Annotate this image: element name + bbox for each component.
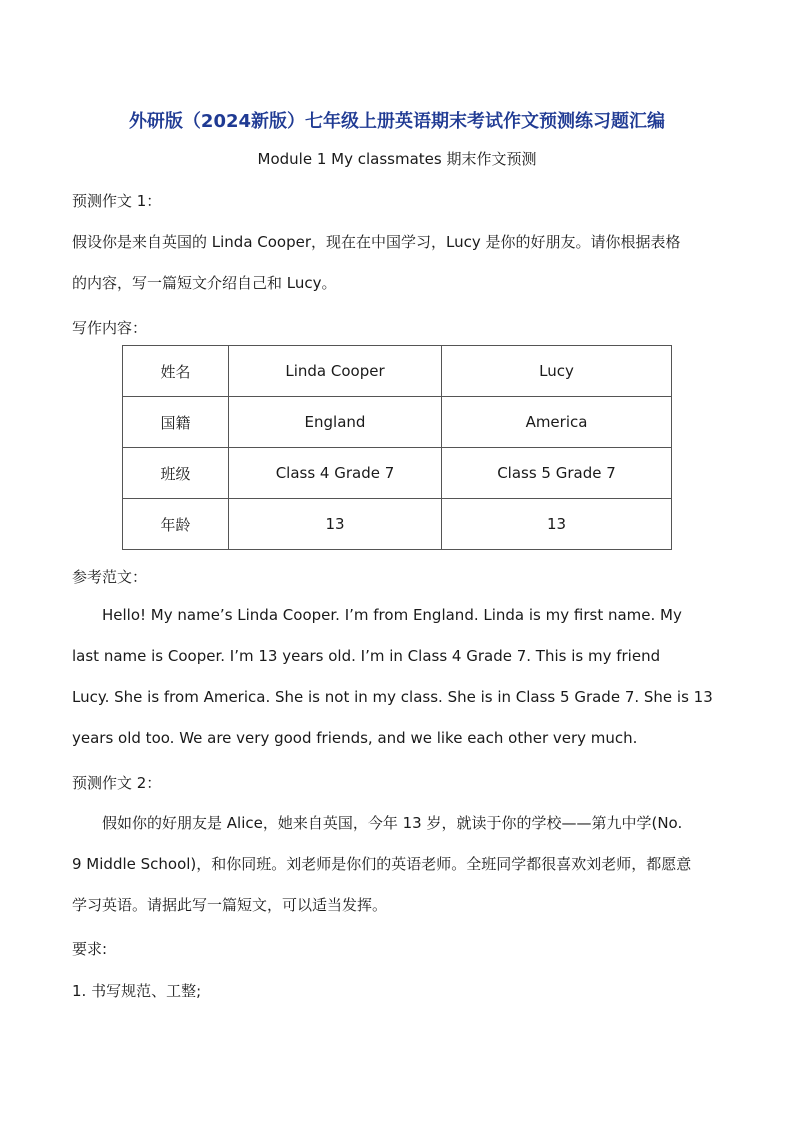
prompt-line: 假设你是来自英国的 Linda Cooper，现在在中国学习，Lucy 是你的好朋友。请你根据表格 bbox=[72, 233, 681, 251]
requirement-item: 1. 书写规范、工整; bbox=[72, 982, 202, 1000]
document-title: 外研版（2024新版）七年级上册英语期末考试作文预测练习题汇编 bbox=[128, 111, 666, 132]
table-row bbox=[123, 448, 672, 499]
section2-heading: 预测作文 2： bbox=[72, 774, 162, 792]
table-cell: Class 5 Grade 7 bbox=[442, 448, 672, 499]
sample-essay bbox=[72, 595, 724, 759]
essay-line: last name is Cooper. I’m 13 years old. I’m in Class 4 Grade 7. This is my friend bbox=[72, 647, 661, 665]
prompt-line: 的内容，写一篇短文介绍自己和 Lucy。 bbox=[72, 274, 337, 292]
essay-line: Hello! My name’s Linda Cooper. I’m from England. Linda is my first name. My bbox=[102, 606, 682, 624]
table-cell: Class 4 Grade 7 bbox=[229, 448, 442, 499]
prompt-line: 假如你的好朋友是 Alice，她来自英国，今年 13 岁，就读于你的学校——第九中学(No. bbox=[102, 814, 683, 832]
section1-heading: 预测作文 1： bbox=[72, 192, 162, 210]
table-cell: 班级 bbox=[123, 448, 229, 499]
module-subtitle: Module 1 My classmates 期末作文预测 bbox=[257, 150, 537, 168]
sample-label: 参考范文： bbox=[72, 568, 148, 586]
requirements-label: 要求: bbox=[72, 940, 108, 958]
table-cell: Linda Cooper bbox=[229, 346, 442, 397]
section1-prompt bbox=[72, 222, 724, 304]
table-cell: England bbox=[229, 397, 442, 448]
essay-line: years old too. We are very good friends, and we like each other very much. bbox=[72, 729, 638, 747]
table-cell: America bbox=[442, 397, 672, 448]
table-cell: 年龄 bbox=[123, 499, 229, 550]
section2-prompt bbox=[72, 803, 724, 926]
essay-line: Lucy. She is from America. She is not in my class. She is in Class 5 Grade 7. She is 13 bbox=[72, 688, 713, 706]
info-table bbox=[122, 345, 672, 550]
table-cell: 13 bbox=[229, 499, 442, 550]
content-label: 写作内容： bbox=[72, 319, 148, 337]
table-row bbox=[123, 397, 672, 448]
table-row bbox=[123, 346, 672, 397]
table-cell: 国籍 bbox=[123, 397, 229, 448]
prompt-line: 9 Middle School)，和你同班。刘老师是你们的英语老师。全班同学都很喜欢刘老师，都愿意 bbox=[72, 855, 692, 873]
table-row bbox=[123, 499, 672, 550]
prompt-line: 学习英语。请据此写一篇短文，可以适当发挥。 bbox=[72, 896, 388, 914]
table-cell: Lucy bbox=[442, 346, 672, 397]
table-cell: 姓名 bbox=[123, 346, 229, 397]
table-cell: 13 bbox=[442, 499, 672, 550]
